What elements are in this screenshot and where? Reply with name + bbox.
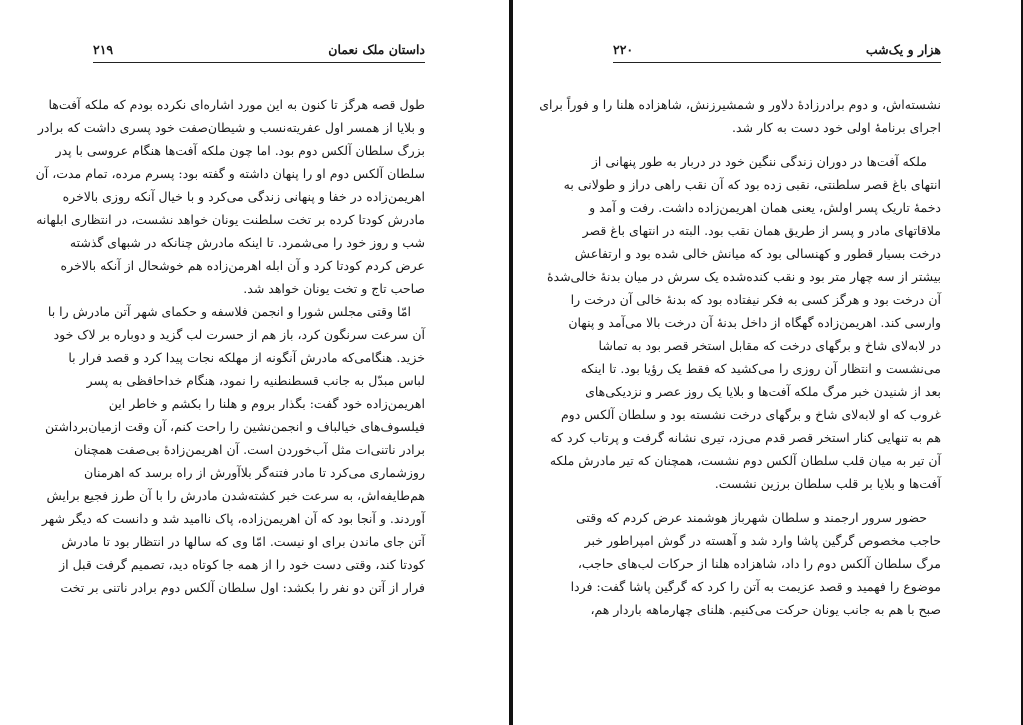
text-line: شب و روز خود را می‌شمرد. تا اینکه مادرش چنانکه در شبهای گذشته [69,235,425,250]
text-line: ملکه آفت‌ها در دوران زندگی ننگین خود در دربار به طور پنهانی از [591,154,927,169]
left-body-text [35,93,425,599]
right-body-text [539,93,941,621]
text-line: آوردند. و آنجا بود که آن اهریمن‌زاده، پاک ناامید شد و دانست که دیگر شهر [41,511,425,526]
text-line: هم به تنهایی کنار استخر قصر قدم می‌زد، تیری نشانه گرفت و پرتاب کرد که [550,430,941,445]
text-line: هم‌طایفه‌اش، به سرعت خبر کشته‌شدن مادرش را با آن طرز فجیع برایش [46,488,425,503]
text-line: روزشماری می‌کرد تا مادر فتنه‌گر بلاآورش از راه برسد که اهرمنان [84,465,425,480]
text-line: نشسته‌اش، و دوم برادرزادهٔ دلاور و شمشیرزنش، شاهزاده هلنا را و فوراً برای [539,97,941,112]
paragraph-gap [613,495,941,506]
text-line: آن تیر به میان قلب سلطان آلکس دوم نشست، همچنان که تیر مادرش ملکه [549,453,941,468]
text-line: درخت بسیار قطور و کهنسالی بود که میانش خالی شده بود و ارتفاعش [574,246,941,261]
text-line: حضور سرور ارجمند و سلطان شهرباز هوشمند عرض کردم که وقتی [576,510,927,525]
text-line: وارسی کند. اهریمن‌زاده گهگاه از داخل بدنهٔ آن درخت بالا می‌آمد و پنهان [568,315,941,330]
text-line: فیلسوف‌های خیالباف و انجمن‌نشین را راحت کنم، آن وقت ازمیان‌برداشتن [45,419,425,434]
text-line: اهریمن‌زاده در خفا و پنهانی زندگی می‌کرد و با خیال آنکه روزی بالاخره [62,189,425,204]
text-line: اهریمن‌زاده خود گفت: بگذار بروم و هلنا را بکشم و خاطر این [108,396,425,411]
left-page [0,0,509,725]
book-gutter [509,0,513,725]
text-line: بیشتر از سه چهار متر بود و نقب کنده‌شده یک سرش در میان بدنهٔ خالی‌شدهٔ [546,269,941,284]
text-line: ملاقاتهای مادر و پسر از طریق همان نقب بود. البته در انتهای باغ قصر [582,223,941,238]
text-line: صبح با هم به جانب یونان حرکت می‌کنیم. هلنای چهارماهه باردار هم، [590,602,941,617]
text-line: دخمهٔ تاریک پسر اولش، یعنی همان اهریمن‌زاده داشت. رفت و آمد و [589,200,941,215]
text-line: خزید. هنگامی‌که مادرش آنگونه از مهلکه نجات پیدا کرد و قصد فرار با [68,350,425,365]
text-line: آتن جای ماندن برای او نیست. امّا وی که سالها در انتظار بود تا مادرش [61,534,425,549]
text-line: امّا وقتی مجلس شورا و انجمن فلاسفه و حکمای شهر آتن مادرش را با [47,304,411,319]
text-line: لباس مبدّل به جانب قسطنطنیه را نمود، هنگام خداحافظی به پسر [86,373,425,388]
text-line: حاجب مخصوص گرگین پاشا وارد شد و آهسته در گوش امپراطور خبر [584,533,941,548]
right-header-title: هزار و یک‌شب [865,42,941,57]
text-line: غروب که او لابه‌لای شاخ و برگهای درخت نشسته بود و سلطان آلکس دوم [560,407,941,422]
right-page [514,0,1023,725]
text-line: فرار از آتن دو نفر را بکشد: اول سلطان آلکس دوم برادر ناتنی بر تخت [60,580,425,595]
text-line: آن سرعت سرنگون کرد، باز هم از حسرت لب گزید و دوباره بر لاک خود [53,327,425,342]
text-line: آفت‌ها و بلایا بر قلب سلطان برزین نشست. [714,476,941,491]
left-header-title: داستان ملک نعمان [328,42,425,57]
paragraph-gap [613,139,941,150]
text-line: اجرای برنامهٔ اولی خود دست به کار شد. [731,120,941,135]
text-line: بزرگ سلطان آلکس دوم بود. اما چون ملکه آفت‌ها هنگام عروسی با پدر [55,143,425,158]
right-page-number: ۲۲۰ [613,42,634,57]
text-line: آن درخت بود و هرگز کسی به فکر نیفتاده بود که بدنهٔ خالی آن درخت را [570,292,941,307]
text-line: بعد از شنیدن خبر مرگ ملکه آفت‌ها و بلایا یک روز عصر و نزدیکی‌های [585,384,941,399]
left-page-number: ۲۱۹ [93,42,114,57]
text-line: در لابه‌لای شاخ و برگهای درخت که مقابل استخر قصر بود به تماشا [598,338,941,353]
text-line: موضوع را فهمید و قصد عزیمت به آتن را کرد که گرگین پاشا گفت: فردا [570,579,941,594]
text-line: عرض کردم کودتا کرد و آن ابله اهرمن‌زاده هم خوشحال از آنکه بالاخره [60,258,425,273]
left-running-header [93,40,425,63]
text-line: برادر ناتنی‌ات مثل آب‌خوردن است. آن اهریمن‌زادهٔ بی‌صفت همچنان [74,442,425,457]
text-line: مادرش کودتا کرده بر تخت سلطنت یونان خواهد نشست، در انتظاری ابلهانه [36,212,425,227]
right-running-header [613,40,941,63]
text-line: کودتا کند، وقتی دست خود را از همه جا کوتاه دید، تصمیم گرفت قبل از [59,557,425,572]
text-line: صاحب تاج و تخت یونان خواهد شد. [243,281,425,296]
text-line: انتهای باغ قصر سلطنتی، نقبی زده بود که آن نقب راهی دراز و طولانی به [563,177,941,192]
text-line: و بلایا از همسر اول عفریته‌نسب و شیطان‌صفت خود پسری داشت که برادر [37,120,425,135]
text-line: مرگ سلطان آلکس دوم را داد، شاهزاده هلنا از حرکات لب‌های حاجب، [577,556,941,571]
text-line: طول قصه هرگز تا کنون به این مورد اشاره‌ای نکرده بودم که ملکه آفت‌ها [48,97,425,112]
text-line: سلطان آلکس دوم او را پنهان داشته و گفته بود: پسرم مرده، تمام مدت، آن [35,166,425,181]
text-line: می‌نشست و انتظار آن روزی را می‌کشید که فقط یک رؤیا بود. تا اینکه [580,361,941,376]
